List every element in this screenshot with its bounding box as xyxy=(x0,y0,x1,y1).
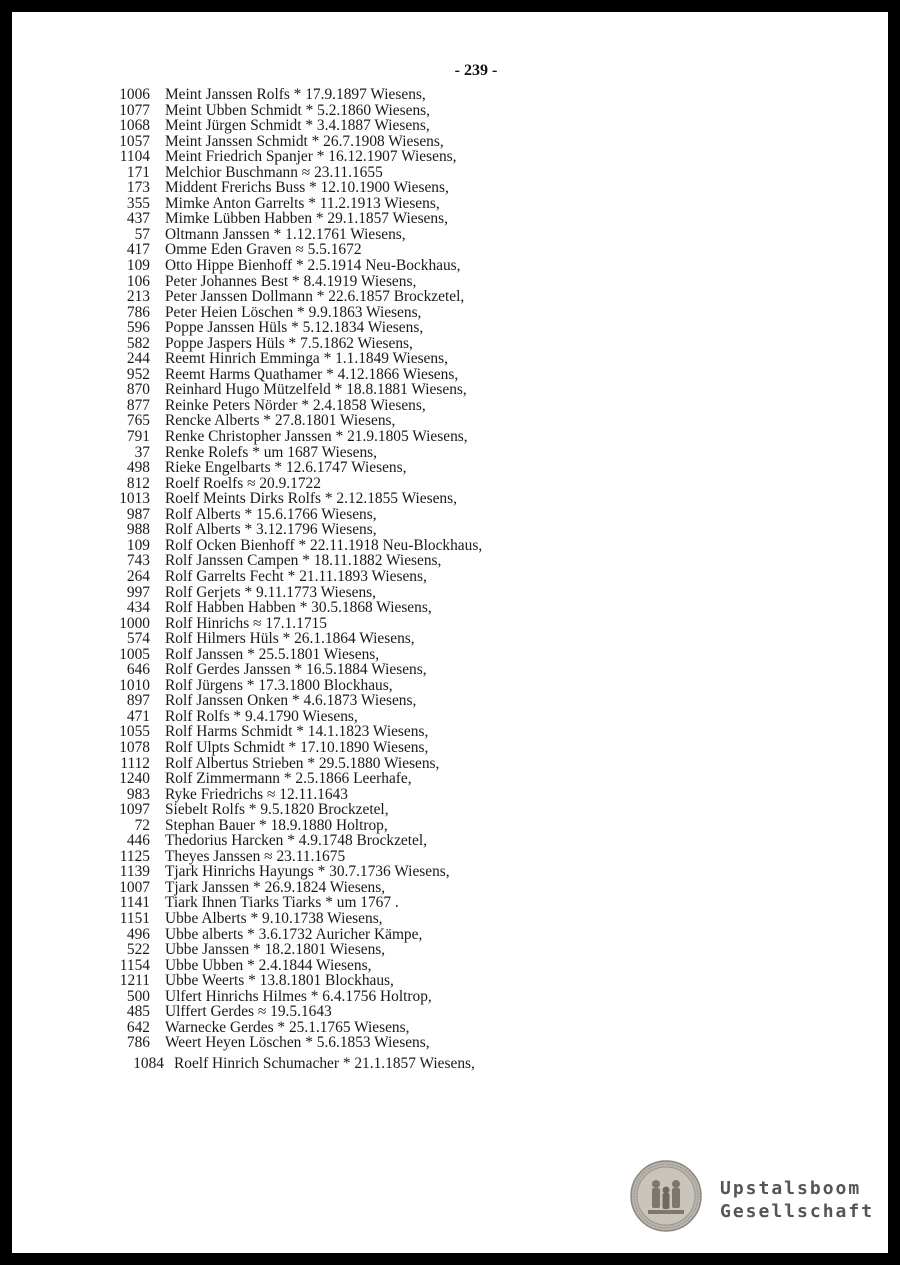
entry-text: Renke Rolefs * um 1687 Wiesens, xyxy=(165,443,377,461)
entry-text: Meint Friedrich Spanjer * 16.12.1907 Wiesens, xyxy=(165,148,457,166)
register-entry xyxy=(12,849,888,865)
entry-number: 765 xyxy=(126,412,150,430)
page-number: - 239 - xyxy=(454,62,498,79)
entry-number: 417 xyxy=(126,241,150,259)
entry-number: 485 xyxy=(126,1003,150,1021)
register-entry xyxy=(12,553,888,569)
register-entry xyxy=(12,942,888,958)
register-entry xyxy=(12,460,888,476)
register-entry xyxy=(12,864,888,880)
entry-number: 1141 xyxy=(119,894,150,912)
entry-text: Tiark Ihnen Tiarks Tiarks * um 1767 . xyxy=(165,894,399,912)
register-entry xyxy=(12,631,888,647)
register-entry xyxy=(12,1004,888,1020)
entry-number: 1211 xyxy=(119,972,150,990)
register-entry xyxy=(12,1035,888,1051)
society-logo xyxy=(630,1160,888,1240)
entry-number: 1084 xyxy=(133,1054,164,1072)
entry-number: 646 xyxy=(126,661,150,679)
entry-text: Oltmann Janssen * 1.12.1761 Wiesens, xyxy=(165,225,406,243)
entry-text: Weert Heyen Löschen * 5.6.1853 Wiesens, xyxy=(165,1034,430,1052)
register-entry xyxy=(12,927,888,943)
entry-number: 1055 xyxy=(119,723,150,741)
register-entry xyxy=(12,787,888,803)
register-entry xyxy=(12,662,888,678)
entry-number: 877 xyxy=(126,396,150,414)
entry-text: Rolf Habben Habben * 30.5.1868 Wiesens, xyxy=(165,599,432,617)
register-entry xyxy=(12,305,888,321)
entry-number: 264 xyxy=(126,567,150,585)
entry-number: 522 xyxy=(126,941,150,959)
register-entry xyxy=(12,149,888,165)
register-entry xyxy=(12,491,888,507)
entry-text: Ubbe Janssen * 18.2.1801 Wiesens, xyxy=(165,941,386,959)
register-entry xyxy=(12,616,888,632)
entry-number: 1112 xyxy=(120,754,150,772)
entry-number: 106 xyxy=(126,272,150,290)
register-entry xyxy=(12,289,888,305)
society-name-line-1: Upstalsboom xyxy=(720,1178,862,1199)
register-entry xyxy=(12,740,888,756)
register-entry xyxy=(12,367,888,383)
entry-text: Ulfert Hinrichs Hilmes * 6.4.1756 Holtrop, xyxy=(165,987,432,1005)
register-entry xyxy=(12,569,888,585)
register-entry xyxy=(12,87,888,103)
entry-text: Rolf Janssen Campen * 18.11.1882 Wiesens, xyxy=(165,552,442,570)
register-entry xyxy=(12,522,888,538)
register-entry xyxy=(12,895,888,911)
register-entry xyxy=(12,1056,888,1072)
entry-text: Ubbe Weerts * 13.8.1801 Blockhaus, xyxy=(165,972,394,990)
entry-text: Rolf Harms Schmidt * 14.1.1823 Wiesens, xyxy=(165,723,429,741)
entry-text: Peter Johannes Best * 8.4.1919 Wiesens, xyxy=(165,272,417,290)
entry-text: Meint Janssen Schmidt * 26.7.1908 Wiesens, xyxy=(165,132,444,150)
entry-text: Tjark Hinrichs Hayungs * 30.7.1736 Wiesens, xyxy=(165,863,450,881)
entry-text: Rolf Jürgens * 17.3.1800 Blockhaus, xyxy=(165,676,393,694)
register-entry xyxy=(12,320,888,336)
entry-text: Siebelt Rolfs * 9.5.1820 Brockzetel, xyxy=(165,801,389,819)
entry-number: 1068 xyxy=(119,117,150,135)
entry-text: Tjark Janssen * 26.9.1824 Wiesens, xyxy=(165,878,386,896)
entry-number: 437 xyxy=(126,210,150,228)
register-entry xyxy=(12,973,888,989)
entry-text: Renke Christopher Janssen * 21.9.1805 Wiesens, xyxy=(165,428,468,446)
entry-text: Meint Ubben Schmidt * 5.2.1860 Wiesens, xyxy=(165,101,430,119)
entry-text: Rolf Rolfs * 9.4.1790 Wiesens, xyxy=(165,707,358,725)
entry-text: Poppe Jaspers Hüls * 7.5.1862 Wiesens, xyxy=(165,334,413,352)
register-entry xyxy=(12,724,888,740)
register-entry xyxy=(12,958,888,974)
entry-text: Ulffert Gerdes ≈ 19.5.1643 xyxy=(165,1003,332,1021)
entry-number: 500 xyxy=(126,987,150,1005)
register-entry xyxy=(12,351,888,367)
entry-text: Roelf Meints Dirks Rolfs * 2.12.1855 Wiesens, xyxy=(165,490,457,508)
register-entry xyxy=(12,413,888,429)
register-entry xyxy=(12,507,888,523)
entry-number: 988 xyxy=(126,521,150,539)
entry-text: Ubbe Alberts * 9.10.1738 Wiesens, xyxy=(165,909,383,927)
entry-text: Peter Janssen Dollmann * 22.6.1857 Brockzetel, xyxy=(165,288,465,306)
entry-text: Rolf Garrelts Fecht * 21.11.1893 Wiesens, xyxy=(165,567,427,585)
entry-text: Stephan Bauer * 18.9.1880 Holtrop, xyxy=(165,816,388,834)
entry-number: 171 xyxy=(126,163,150,181)
entry-text: Rolf Ocken Bienhoff * 22.11.1918 Neu-Blockhaus, xyxy=(165,536,483,554)
entry-text: Poppe Janssen Hüls * 5.12.1834 Wiesens, xyxy=(165,319,424,337)
entry-text: Melchior Buschmann ≈ 23.11.1655 xyxy=(165,163,383,181)
entry-number: 642 xyxy=(126,1018,150,1036)
entry-number: 434 xyxy=(126,599,150,617)
register-entry xyxy=(12,336,888,352)
entry-number: 983 xyxy=(126,785,150,803)
entry-number: 743 xyxy=(126,552,150,570)
entry-number: 1139 xyxy=(119,863,150,881)
entry-number: 786 xyxy=(126,1034,150,1052)
entry-number: 870 xyxy=(126,381,150,399)
entry-text: Reemt Hinrich Emminga * 1.1.1849 Wiesens, xyxy=(165,350,448,368)
entry-number: 987 xyxy=(126,505,150,523)
entry-number: 1151 xyxy=(119,909,150,927)
register-entry xyxy=(12,802,888,818)
register-entry xyxy=(12,880,888,896)
entry-text: Reinke Peters Nörder * 2.4.1858 Wiesens, xyxy=(165,396,426,414)
entry-number: 37 xyxy=(134,443,150,461)
register-entry xyxy=(12,1020,888,1036)
register-entry xyxy=(12,242,888,258)
entry-text: Roelf Roelfs ≈ 20.9.1722 xyxy=(165,474,321,492)
entry-number: 1240 xyxy=(119,770,150,788)
entry-text: Rolf Gerjets * 9.11.1773 Wiesens, xyxy=(165,583,376,601)
entry-number: 997 xyxy=(126,583,150,601)
register-entry xyxy=(12,989,888,1005)
entry-text: Mimke Anton Garrelts * 11.2.1913 Wiesens, xyxy=(165,194,440,212)
entry-number: 471 xyxy=(126,707,150,725)
entry-number: 596 xyxy=(126,319,150,337)
entry-number: 1125 xyxy=(119,847,150,865)
entry-number: 109 xyxy=(126,257,150,275)
entry-number: 574 xyxy=(126,630,150,648)
entry-text: Otto Hippe Bienhoff * 2.5.1914 Neu-Bockhaus, xyxy=(165,257,461,275)
entry-number: 213 xyxy=(126,288,150,306)
entry-text: Middent Frerichs Buss * 12.10.1900 Wiesens, xyxy=(165,179,449,197)
entry-number: 1097 xyxy=(119,801,150,819)
document-page xyxy=(12,12,888,1253)
register-entry xyxy=(12,818,888,834)
entry-number: 897 xyxy=(126,692,150,710)
register-entry xyxy=(12,693,888,709)
entry-number: 498 xyxy=(126,459,150,477)
entry-text: Warnecke Gerdes * 25.1.1765 Wiesens, xyxy=(165,1018,410,1036)
entry-text: Ubbe alberts * 3.6.1732 Auricher Kämpe, xyxy=(165,925,423,943)
register-entry xyxy=(12,196,888,212)
entry-number: 791 xyxy=(126,428,150,446)
register-entry xyxy=(12,585,888,601)
entry-number: 1005 xyxy=(119,645,150,663)
entry-text: Theyes Janssen ≈ 23.11.1675 xyxy=(165,847,346,865)
register-entry xyxy=(12,771,888,787)
entry-number: 244 xyxy=(126,350,150,368)
entry-text: Rencke Alberts * 27.8.1801 Wiesens, xyxy=(165,412,396,430)
entry-text: Reinhard Hugo Mützelfeld * 18.8.1881 Wiesens, xyxy=(165,381,467,399)
register-entry xyxy=(12,165,888,181)
register-entry xyxy=(12,382,888,398)
register-entry xyxy=(12,398,888,414)
entry-number: 582 xyxy=(126,334,150,352)
entry-text: Rieke Engelbarts * 12.6.1747 Wiesens, xyxy=(165,459,407,477)
register-entry xyxy=(12,134,888,150)
entry-text: Omme Eden Graven ≈ 5.5.1672 xyxy=(165,241,362,259)
entry-number: 1010 xyxy=(119,676,150,694)
register-entry xyxy=(12,445,888,461)
entry-number: 1006 xyxy=(119,86,150,103)
entry-text: Meint Jürgen Schmidt * 3.4.1887 Wiesens, xyxy=(165,117,430,135)
register-entry xyxy=(12,709,888,725)
entry-text: Rolf Hilmers Hüls * 26.1.1864 Wiesens, xyxy=(165,630,415,648)
entry-number: 109 xyxy=(126,536,150,554)
entry-number: 1104 xyxy=(119,148,150,166)
entry-text: Ryke Friedrichs ≈ 12.11.1643 xyxy=(165,785,348,803)
entry-number: 173 xyxy=(126,179,150,197)
entry-number: 72 xyxy=(134,816,150,834)
entry-number: 1013 xyxy=(119,490,150,508)
entry-number: 446 xyxy=(126,832,150,850)
register-entry xyxy=(12,258,888,274)
register-entry xyxy=(12,211,888,227)
register-entry xyxy=(12,911,888,927)
entry-number: 1000 xyxy=(119,614,150,632)
entry-number: 496 xyxy=(126,925,150,943)
entry-text: Thedorius Harcken * 4.9.1748 Brockzetel, xyxy=(165,832,427,850)
society-name-line-2: Gesellschaft xyxy=(720,1201,875,1222)
register-entry xyxy=(12,538,888,554)
entry-text: Reemt Harms Quathamer * 4.12.1866 Wiesens, xyxy=(165,365,459,383)
entry-text: Ubbe Ubben * 2.4.1844 Wiesens, xyxy=(165,956,372,974)
register-entry xyxy=(12,476,888,492)
entry-text: Rolf Zimmermann * 2.5.1866 Leerhafe, xyxy=(165,770,412,788)
register-entry xyxy=(12,429,888,445)
entry-text: Mimke Lübben Habben * 29.1.1857 Wiesens, xyxy=(165,210,448,228)
entry-number: 57 xyxy=(134,225,150,243)
register-entry xyxy=(12,678,888,694)
register-entry xyxy=(12,103,888,119)
register-entry xyxy=(12,274,888,290)
entry-number: 1077 xyxy=(119,101,150,119)
entry-number: 1007 xyxy=(119,878,150,896)
entry-text: Meint Janssen Rolfs * 17.9.1897 Wiesens, xyxy=(165,86,426,103)
seal-icon xyxy=(630,1160,702,1232)
entry-text: Rolf Alberts * 3.12.1796 Wiesens, xyxy=(165,521,377,539)
register-entry xyxy=(12,600,888,616)
entry-number: 1154 xyxy=(119,956,150,974)
entry-text: Peter Heien Löschen * 9.9.1863 Wiesens, xyxy=(165,303,422,321)
entry-number: 355 xyxy=(126,194,150,212)
entry-number: 812 xyxy=(126,474,150,492)
register-entry xyxy=(12,756,888,772)
register-entry xyxy=(12,180,888,196)
entry-text: Rolf Janssen * 25.5.1801 Wiesens, xyxy=(165,645,380,663)
register-entry xyxy=(12,833,888,849)
entry-text: Rolf Hinrichs ≈ 17.1.1715 xyxy=(165,614,327,632)
entry-text: Rolf Alberts * 15.6.1766 Wiesens, xyxy=(165,505,377,523)
entry-text: Roelf Hinrich Schumacher * 21.1.1857 Wiesens, xyxy=(174,1054,475,1072)
entry-number: 786 xyxy=(126,303,150,321)
entry-text: Rolf Janssen Onken * 4.6.1873 Wiesens, xyxy=(165,692,417,710)
entry-text: Rolf Ulpts Schmidt * 17.10.1890 Wiesens, xyxy=(165,738,429,756)
register-entry xyxy=(12,227,888,243)
society-name xyxy=(720,1177,874,1223)
entry-text: Rolf Albertus Strieben * 29.5.1880 Wiesens, xyxy=(165,754,440,772)
entry-number: 1057 xyxy=(119,132,150,150)
register-list xyxy=(12,87,888,1071)
entry-text: Rolf Gerdes Janssen * 16.5.1884 Wiesens, xyxy=(165,661,427,679)
register-entry xyxy=(12,118,888,134)
entry-number: 952 xyxy=(126,365,150,383)
register-entry xyxy=(12,647,888,663)
entry-number: 1078 xyxy=(119,738,150,756)
